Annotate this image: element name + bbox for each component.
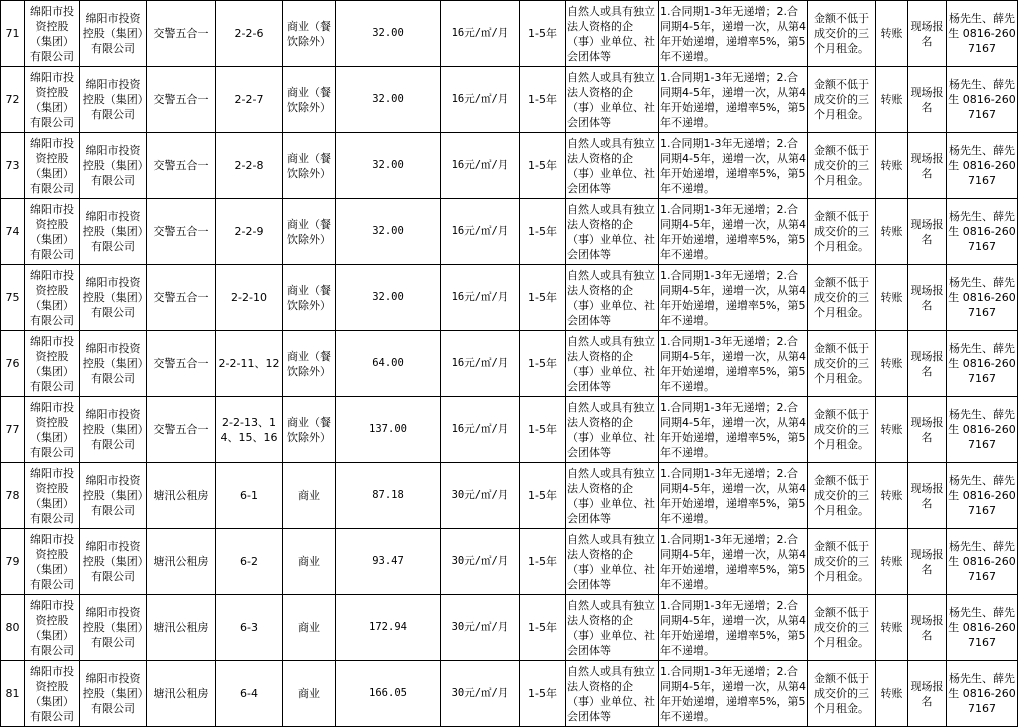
term-cell: 1-5年 — [520, 199, 566, 265]
area-cell: 32.00 — [336, 67, 441, 133]
price-cell: 16元/㎡/月 — [441, 397, 520, 463]
requirement-cell: 自然人或具有独立法人资格的企（事）业单位、社会团体等 — [566, 331, 659, 397]
project-cell: 塘汛公租房 — [147, 463, 216, 529]
row-number-cell: 74 — [1, 199, 25, 265]
project-cell: 交警五合一 — [147, 1, 216, 67]
area-cell: 32.00 — [336, 265, 441, 331]
payment-cell: 转账 — [876, 595, 908, 661]
project-cell: 交警五合一 — [147, 67, 216, 133]
deposit-cell: 金额不低于成交价的三个月租金。 — [808, 199, 876, 265]
increment-cell: 1.合同期1-3年无递增；2.合同期4-5年，递增一次，从第4年开始递增，递增率5%，第5年不递增。 — [659, 67, 808, 133]
table-row — [1, 661, 1018, 727]
owner-cell: 绵阳市投资控股（集团）有限公司 — [25, 529, 80, 595]
payment-cell: 转账 — [876, 463, 908, 529]
increment-cell: 1.合同期1-3年无递增；2.合同期4-5年，递增一次，从第4年开始递增，递增率5%，第5年不递增。 — [659, 133, 808, 199]
project-cell: 交警五合一 — [147, 199, 216, 265]
deposit-cell: 金额不低于成交价的三个月租金。 — [808, 1, 876, 67]
table-row — [1, 265, 1018, 331]
signup-cell: 现场报名 — [908, 265, 947, 331]
price-cell: 16元/㎡/月 — [441, 133, 520, 199]
contact-cell: 杨先生、薛先生 0816-2607167 — [947, 529, 1018, 595]
term-cell: 1-5年 — [520, 67, 566, 133]
increment-cell: 1.合同期1-3年无递增；2.合同期4-5年，递增一次，从第4年开始递增，递增率5%，第5年不递增。 — [659, 265, 808, 331]
price-cell: 30元/㎡/月 — [441, 463, 520, 529]
price-cell: 30元/㎡/月 — [441, 529, 520, 595]
term-cell: 1-5年 — [520, 1, 566, 67]
requirement-cell: 自然人或具有独立法人资格的企（事）业单位、社会团体等 — [566, 529, 659, 595]
requirement-cell: 自然人或具有独立法人资格的企（事）业单位、社会团体等 — [566, 1, 659, 67]
signup-cell: 现场报名 — [908, 133, 947, 199]
requirement-cell: 自然人或具有独立法人资格的企（事）业单位、社会团体等 — [566, 661, 659, 727]
contact-cell: 杨先生、薛先生 0816-2607167 — [947, 463, 1018, 529]
price-cell: 16元/㎡/月 — [441, 1, 520, 67]
table-body — [1, 1, 1018, 727]
owner-cell: 绵阳市投资控股（集团）有限公司 — [25, 661, 80, 727]
payment-cell: 转账 — [876, 529, 908, 595]
area-cell: 87.18 — [336, 463, 441, 529]
use-cell: 商业（餐饮除外） — [283, 67, 336, 133]
project-cell: 交警五合一 — [147, 133, 216, 199]
operator-cell: 绵阳市投资控股（集团）有限公司 — [80, 265, 147, 331]
table-row — [1, 397, 1018, 463]
unit-cell: 6-1 — [216, 463, 283, 529]
signup-cell: 现场报名 — [908, 199, 947, 265]
row-number-cell: 81 — [1, 661, 25, 727]
project-cell: 交警五合一 — [147, 265, 216, 331]
payment-cell: 转账 — [876, 265, 908, 331]
unit-cell: 2-2-10 — [216, 265, 283, 331]
deposit-cell: 金额不低于成交价的三个月租金。 — [808, 67, 876, 133]
increment-cell: 1.合同期1-3年无递增；2.合同期4-5年，递增一次，从第4年开始递增，递增率5%，第5年不递增。 — [659, 199, 808, 265]
price-cell: 16元/㎡/月 — [441, 265, 520, 331]
table-row — [1, 463, 1018, 529]
contact-cell: 杨先生、薛先生 0816-2607167 — [947, 331, 1018, 397]
unit-cell: 2-2-11、12 — [216, 331, 283, 397]
payment-cell: 转账 — [876, 199, 908, 265]
price-cell: 16元/㎡/月 — [441, 199, 520, 265]
operator-cell: 绵阳市投资控股（集团）有限公司 — [80, 595, 147, 661]
owner-cell: 绵阳市投资控股（集团）有限公司 — [25, 67, 80, 133]
requirement-cell: 自然人或具有独立法人资格的企（事）业单位、社会团体等 — [566, 265, 659, 331]
increment-cell: 1.合同期1-3年无递增；2.合同期4-5年，递增一次，从第4年开始递增，递增率5%，第5年不递增。 — [659, 595, 808, 661]
requirement-cell: 自然人或具有独立法人资格的企（事）业单位、社会团体等 — [566, 595, 659, 661]
owner-cell: 绵阳市投资控股（集团）有限公司 — [25, 265, 80, 331]
operator-cell: 绵阳市投资控股（集团）有限公司 — [80, 1, 147, 67]
project-cell: 交警五合一 — [147, 331, 216, 397]
contact-cell: 杨先生、薛先生 0816-2607167 — [947, 397, 1018, 463]
unit-cell: 6-4 — [216, 661, 283, 727]
payment-cell: 转账 — [876, 1, 908, 67]
project-cell: 塘汛公租房 — [147, 661, 216, 727]
deposit-cell: 金额不低于成交价的三个月租金。 — [808, 529, 876, 595]
requirement-cell: 自然人或具有独立法人资格的企（事）业单位、社会团体等 — [566, 397, 659, 463]
deposit-cell: 金额不低于成交价的三个月租金。 — [808, 331, 876, 397]
price-cell: 30元/㎡/月 — [441, 595, 520, 661]
payment-cell: 转账 — [876, 397, 908, 463]
operator-cell: 绵阳市投资控股（集团）有限公司 — [80, 133, 147, 199]
deposit-cell: 金额不低于成交价的三个月租金。 — [808, 595, 876, 661]
area-cell: 137.00 — [336, 397, 441, 463]
owner-cell: 绵阳市投资控股（集团）有限公司 — [25, 1, 80, 67]
owner-cell: 绵阳市投资控股（集团）有限公司 — [25, 463, 80, 529]
term-cell: 1-5年 — [520, 595, 566, 661]
signup-cell: 现场报名 — [908, 463, 947, 529]
use-cell: 商业 — [283, 595, 336, 661]
signup-cell: 现场报名 — [908, 661, 947, 727]
term-cell: 1-5年 — [520, 463, 566, 529]
term-cell: 1-5年 — [520, 265, 566, 331]
deposit-cell: 金额不低于成交价的三个月租金。 — [808, 133, 876, 199]
operator-cell: 绵阳市投资控股（集团）有限公司 — [80, 463, 147, 529]
row-number-cell: 71 — [1, 1, 25, 67]
row-number-cell: 73 — [1, 133, 25, 199]
term-cell: 1-5年 — [520, 331, 566, 397]
operator-cell: 绵阳市投资控股（集团）有限公司 — [80, 661, 147, 727]
table-row — [1, 1, 1018, 67]
project-cell: 塘汛公租房 — [147, 529, 216, 595]
contact-cell: 杨先生、薛先生 0816-2607167 — [947, 133, 1018, 199]
unit-cell: 6-3 — [216, 595, 283, 661]
owner-cell: 绵阳市投资控股（集团）有限公司 — [25, 397, 80, 463]
price-cell: 16元/㎡/月 — [441, 67, 520, 133]
project-cell: 塘汛公租房 — [147, 595, 216, 661]
price-cell: 16元/㎡/月 — [441, 331, 520, 397]
table-row — [1, 595, 1018, 661]
increment-cell: 1.合同期1-3年无递增；2.合同期4-5年，递增一次，从第4年开始递增，递增率5%，第5年不递增。 — [659, 1, 808, 67]
row-number-cell: 72 — [1, 67, 25, 133]
signup-cell: 现场报名 — [908, 331, 947, 397]
table-row — [1, 529, 1018, 595]
unit-cell: 2-2-6 — [216, 1, 283, 67]
use-cell: 商业（餐饮除外） — [283, 199, 336, 265]
operator-cell: 绵阳市投资控股（集团）有限公司 — [80, 397, 147, 463]
contact-cell: 杨先生、薛先生 0816-2607167 — [947, 199, 1018, 265]
term-cell: 1-5年 — [520, 133, 566, 199]
use-cell: 商业（餐饮除外） — [283, 265, 336, 331]
use-cell: 商业 — [283, 661, 336, 727]
unit-cell: 2-2-8 — [216, 133, 283, 199]
unit-cell: 2-2-9 — [216, 199, 283, 265]
increment-cell: 1.合同期1-3年无递增；2.合同期4-5年，递增一次，从第4年开始递增，递增率5%，第5年不递增。 — [659, 463, 808, 529]
row-number-cell: 75 — [1, 265, 25, 331]
deposit-cell: 金额不低于成交价的三个月租金。 — [808, 265, 876, 331]
term-cell: 1-5年 — [520, 529, 566, 595]
area-cell: 64.00 — [336, 331, 441, 397]
area-cell: 32.00 — [336, 199, 441, 265]
table-row — [1, 133, 1018, 199]
increment-cell: 1.合同期1-3年无递增；2.合同期4-5年，递增一次，从第4年开始递增，递增率5%，第5年不递增。 — [659, 529, 808, 595]
row-number-cell: 76 — [1, 331, 25, 397]
deposit-cell: 金额不低于成交价的三个月租金。 — [808, 661, 876, 727]
requirement-cell: 自然人或具有独立法人资格的企（事）业单位、社会团体等 — [566, 133, 659, 199]
increment-cell: 1.合同期1-3年无递增；2.合同期4-5年，递增一次，从第4年开始递增，递增率5%，第5年不递增。 — [659, 331, 808, 397]
contact-cell: 杨先生、薛先生 0816-2607167 — [947, 67, 1018, 133]
increment-cell: 1.合同期1-3年无递增；2.合同期4-5年，递增一次，从第4年开始递增，递增率5%，第5年不递增。 — [659, 661, 808, 727]
area-cell: 93.47 — [336, 529, 441, 595]
contact-cell: 杨先生、薛先生 0816-2607167 — [947, 661, 1018, 727]
contact-cell: 杨先生、薛先生 0816-2607167 — [947, 595, 1018, 661]
area-cell: 32.00 — [336, 133, 441, 199]
payment-cell: 转账 — [876, 133, 908, 199]
owner-cell: 绵阳市投资控股（集团）有限公司 — [25, 331, 80, 397]
area-cell: 32.00 — [336, 1, 441, 67]
project-cell: 交警五合一 — [147, 397, 216, 463]
use-cell: 商业（餐饮除外） — [283, 133, 336, 199]
deposit-cell: 金额不低于成交价的三个月租金。 — [808, 463, 876, 529]
payment-cell: 转账 — [876, 67, 908, 133]
signup-cell: 现场报名 — [908, 397, 947, 463]
table-row — [1, 199, 1018, 265]
owner-cell: 绵阳市投资控股（集团）有限公司 — [25, 133, 80, 199]
operator-cell: 绵阳市投资控股（集团）有限公司 — [80, 67, 147, 133]
requirement-cell: 自然人或具有独立法人资格的企（事）业单位、社会团体等 — [566, 199, 659, 265]
payment-cell: 转账 — [876, 661, 908, 727]
contact-cell: 杨先生、薛先生 0816-2607167 — [947, 265, 1018, 331]
row-number-cell: 78 — [1, 463, 25, 529]
table-row — [1, 67, 1018, 133]
row-number-cell: 79 — [1, 529, 25, 595]
owner-cell: 绵阳市投资控股（集团）有限公司 — [25, 199, 80, 265]
use-cell: 商业（餐饮除外） — [283, 1, 336, 67]
requirement-cell: 自然人或具有独立法人资格的企（事）业单位、社会团体等 — [566, 463, 659, 529]
use-cell: 商业 — [283, 463, 336, 529]
row-number-cell: 80 — [1, 595, 25, 661]
use-cell: 商业（餐饮除外） — [283, 397, 336, 463]
operator-cell: 绵阳市投资控股（集团）有限公司 — [80, 199, 147, 265]
unit-cell: 6-2 — [216, 529, 283, 595]
contact-cell: 杨先生、薛先生 0816-2607167 — [947, 1, 1018, 67]
area-cell: 172.94 — [336, 595, 441, 661]
row-number-cell: 77 — [1, 397, 25, 463]
signup-cell: 现场报名 — [908, 529, 947, 595]
operator-cell: 绵阳市投资控股（集团）有限公司 — [80, 529, 147, 595]
area-cell: 166.05 — [336, 661, 441, 727]
operator-cell: 绵阳市投资控股（集团）有限公司 — [80, 331, 147, 397]
use-cell: 商业（餐饮除外） — [283, 331, 336, 397]
signup-cell: 现场报名 — [908, 67, 947, 133]
table-row — [1, 331, 1018, 397]
signup-cell: 现场报名 — [908, 595, 947, 661]
payment-cell: 转账 — [876, 331, 908, 397]
price-cell: 30元/㎡/月 — [441, 661, 520, 727]
owner-cell: 绵阳市投资控股（集团）有限公司 — [25, 595, 80, 661]
unit-cell: 2-2-13、14、15、16 — [216, 397, 283, 463]
term-cell: 1-5年 — [520, 661, 566, 727]
unit-cell: 2-2-7 — [216, 67, 283, 133]
increment-cell: 1.合同期1-3年无递增；2.合同期4-5年，递增一次，从第4年开始递增，递增率5%，第5年不递增。 — [659, 397, 808, 463]
use-cell: 商业 — [283, 529, 336, 595]
term-cell: 1-5年 — [520, 397, 566, 463]
signup-cell: 现场报名 — [908, 1, 947, 67]
deposit-cell: 金额不低于成交价的三个月租金。 — [808, 397, 876, 463]
requirement-cell: 自然人或具有独立法人资格的企（事）业单位、社会团体等 — [566, 67, 659, 133]
